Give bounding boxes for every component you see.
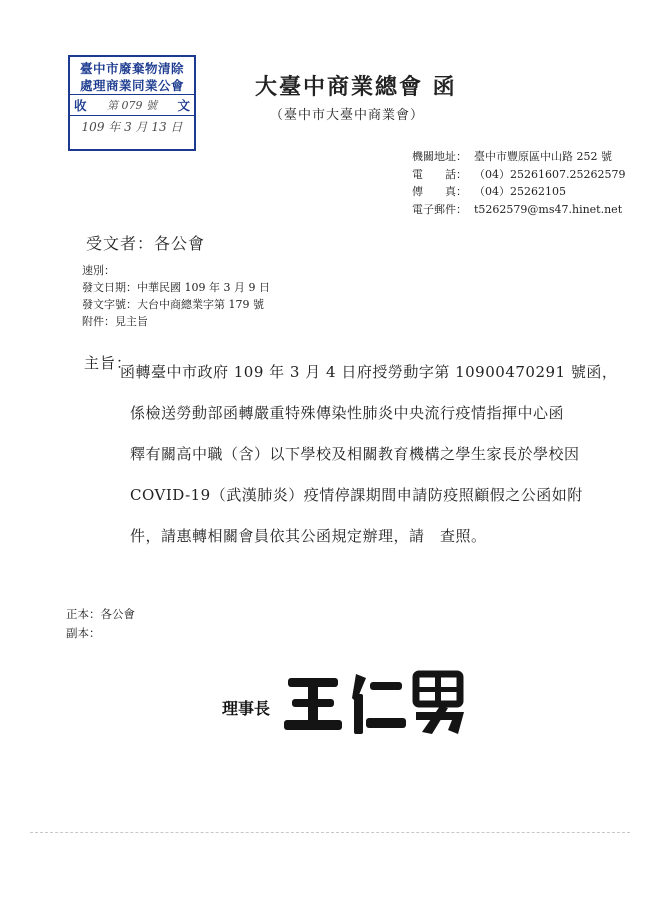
contact-phone: 電 話： （04）25261607.25262579 bbox=[412, 167, 626, 181]
subject-line: 係檢送勞動部函轉嚴重特殊傳染性肺炎中央流行疫情指揮中心函 bbox=[130, 404, 565, 422]
contact-fax: 傳 真： （04）25262105 bbox=[412, 185, 566, 198]
meta-attachment: 附件：見主旨 bbox=[82, 315, 148, 328]
stamp-receipt-suffix: 文 bbox=[177, 98, 190, 113]
subject-body bbox=[120, 352, 640, 557]
subject-line: 件，請惠轉相關會員依其公函規定辦理，請 查照。 bbox=[130, 527, 487, 545]
subject-line: 函轉臺中市政府 109 年 3 月 4 日府授勞動字第 10900470291 號函， bbox=[120, 363, 618, 381]
signature-title: 理事長 bbox=[222, 699, 271, 718]
bottom-divider bbox=[30, 832, 630, 833]
distribution bbox=[66, 605, 135, 643]
stamp-org-line2: 處理商業同業公會 bbox=[79, 78, 184, 93]
stamp-date: 109 年 3 月 13 日 bbox=[70, 115, 194, 136]
document-meta bbox=[82, 262, 270, 330]
subject-line: 釋有關高中職（含）以下學校及相關教育機構之學生家長於學校因 bbox=[130, 445, 580, 463]
contact-address: 機關地址： 臺中市豐原區中山路 252 號 bbox=[412, 150, 612, 163]
stamp-receipt-row bbox=[70, 94, 194, 115]
contact-email: 電子郵件： t5262579@ms47.hinet.net bbox=[412, 202, 623, 216]
document-subtitle: （臺中市大臺中商業會） bbox=[270, 108, 425, 123]
distribution-original: 正本：各公會 bbox=[66, 607, 135, 621]
distribution-copy: 副本： bbox=[66, 626, 101, 640]
stamp-receipt-number: 第 079 號 bbox=[107, 99, 157, 112]
receipt-stamp bbox=[68, 55, 196, 151]
document-title: 大臺中商業總會 函 bbox=[255, 74, 457, 100]
recipient: 受文者：各公會 bbox=[86, 234, 206, 253]
signature-seal-image bbox=[282, 668, 472, 738]
contact-block bbox=[412, 148, 625, 218]
stamp-receipt-prefix: 收 bbox=[74, 98, 87, 113]
meta-number: 發文字號：大台中商總業字第 179 號 bbox=[82, 298, 264, 311]
subject-line: COVID-19（武漢肺炎）疫情停課期間申請防疫照顧假之公函如附 bbox=[130, 486, 583, 504]
meta-speed: 速別： bbox=[82, 264, 115, 277]
subject-label: 主旨： bbox=[84, 354, 133, 372]
stamp-org-line1: 臺中市廢棄物清除 bbox=[79, 61, 184, 76]
meta-date: 發文日期：中華民國 109 年 3 月 9 日 bbox=[82, 281, 270, 294]
